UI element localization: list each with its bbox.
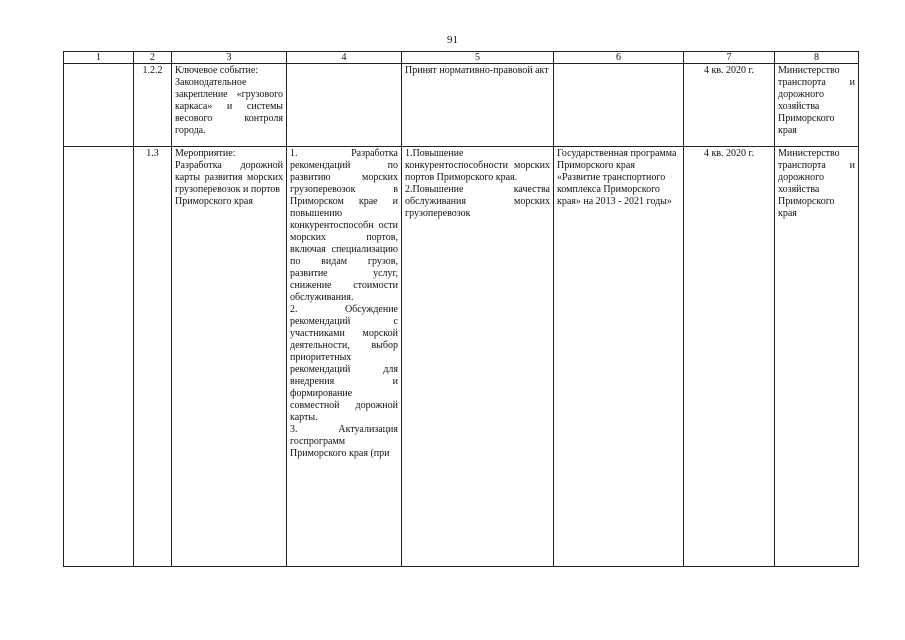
- deadline-cell: 4 кв. 2020 г.: [684, 64, 775, 147]
- actions-cell: 1. Разработка рекомендаций по развитию морских грузоперевозок в Приморском крае и повышению конкурентоспособн ости морских портов, включая специализацию по видам грузов, развитие услуг, снижение стоимости обслуживания. 2. Обсуждение рекомендаций с участниками морской деятельности, выбор приоритетных рекомендаций для внедрения и формирование совместной дорожной карты. 3. Актуализация госпрограмм Приморского края (при: [287, 147, 402, 567]
- responsible-cell: Министерство транспорта и дорожного хозяйства Приморского края: [775, 64, 859, 147]
- header-cell: 6: [554, 52, 684, 64]
- event-description-cell: Мероприятие: Разработка дорожной карты развития морских грузоперевозок и портов Приморского края: [172, 147, 287, 567]
- header-cell: 4: [287, 52, 402, 64]
- header-cell: 8: [775, 52, 859, 64]
- actions-cell: [287, 64, 402, 147]
- table-row: [64, 147, 859, 567]
- program-cell: [554, 64, 684, 147]
- row-cell-col1: [64, 147, 134, 567]
- page-number: 91: [447, 34, 458, 46]
- responsible-cell: Министерство транспорта и дорожного хозяйства Приморского края: [775, 147, 859, 567]
- deadline-cell: 4 кв. 2020 г.: [684, 147, 775, 567]
- table-row: [64, 64, 859, 147]
- document-table: [63, 51, 859, 567]
- result-cell: Принят нормативно-правовой акт: [402, 64, 554, 147]
- header-cell: 2: [134, 52, 172, 64]
- row-number-cell: 1.2.2: [134, 64, 172, 147]
- event-description-cell: Ключевое событие: Законодательное закрепление «грузового каркаса» и системы весового контроля города.: [172, 64, 287, 147]
- header-cell: 7: [684, 52, 775, 64]
- row-number-cell: 1.3: [134, 147, 172, 567]
- table-header-row: [64, 52, 859, 64]
- program-cell: Государственная программа Приморского края «Развитие транспортного комплекса Приморского края» на 2013 - 2021 годы»: [554, 147, 684, 567]
- header-cell: 3: [172, 52, 287, 64]
- header-cell: 5: [402, 52, 554, 64]
- header-cell: 1: [64, 52, 134, 64]
- row-cell-col1: [64, 64, 134, 147]
- result-cell: 1.Повышение конкурентоспособности морских портов Приморского края. 2.Повышение качества обслуживания морских грузоперевозок: [402, 147, 554, 567]
